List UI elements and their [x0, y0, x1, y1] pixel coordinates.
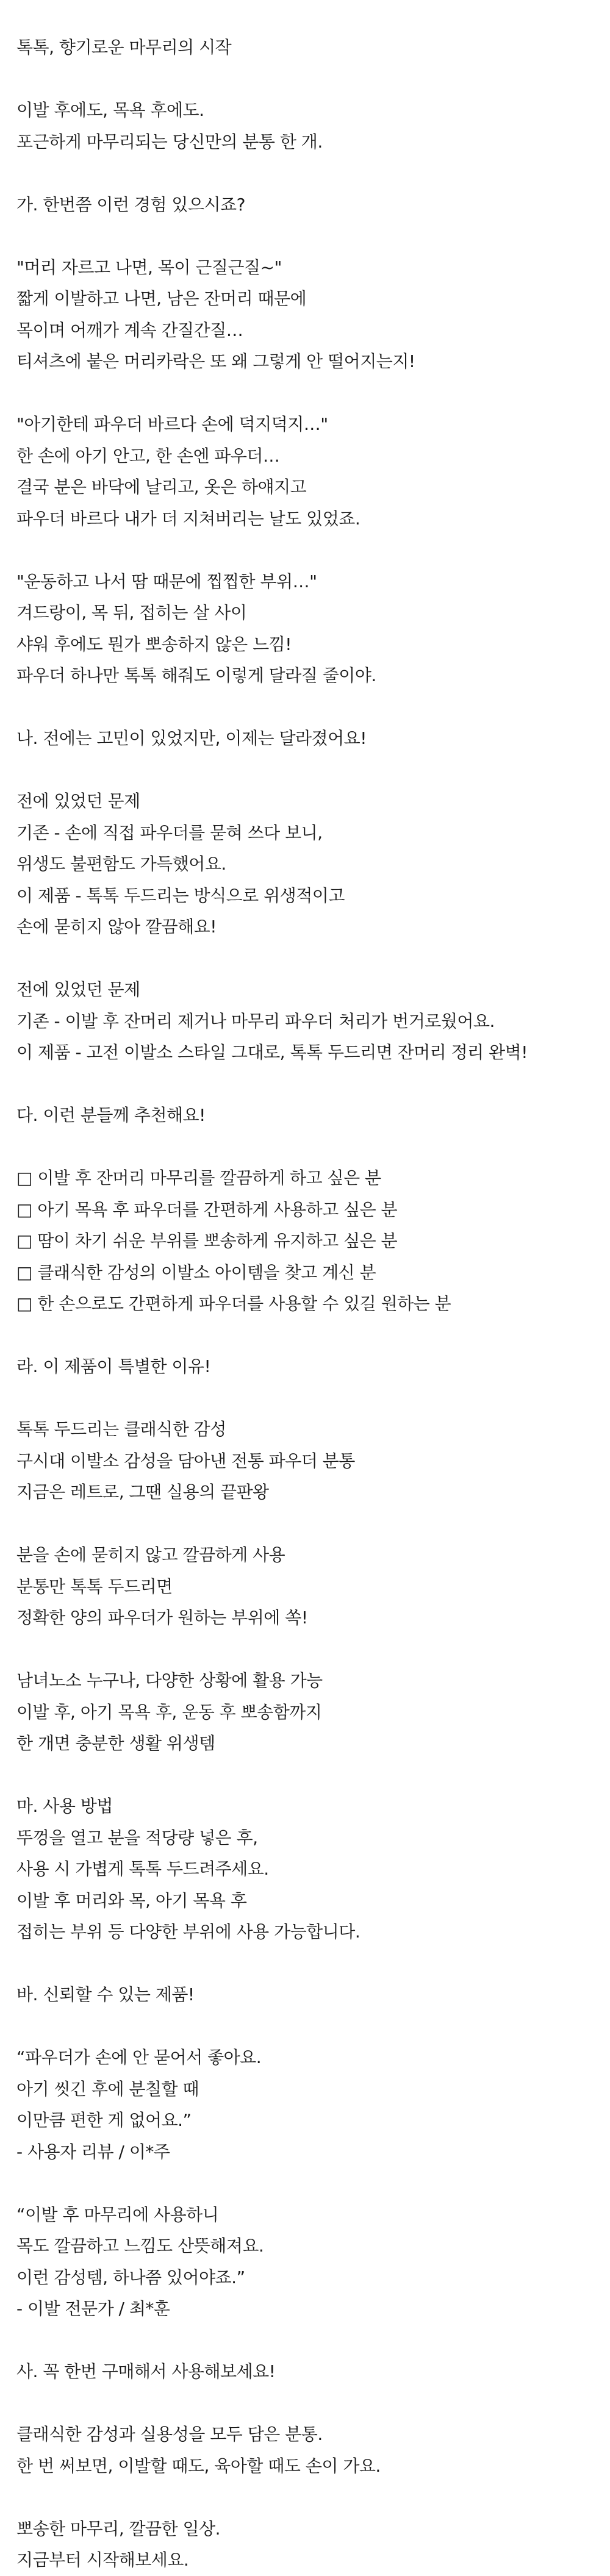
paragraph — [16, 2199, 610, 2325]
text-line: 이만큼 편한 게 없어요.” — [16, 2110, 192, 2130]
text-line: 포근하게 마무리되는 당신만의 분통 한 개. — [16, 131, 323, 152]
text-line: 라. 이 제품이 특별한 이유! — [16, 1356, 211, 1376]
paragraph — [16, 566, 610, 692]
text-line: 겨드랑이, 목 뒤, 접히는 살 사이 — [16, 603, 247, 623]
text-line: - 사용자 리뷰 / 이*주 — [16, 2141, 170, 2162]
text-line: 지금부터 시작해보세요. — [16, 2550, 189, 2570]
paragraph — [16, 1351, 610, 1383]
paragraph — [16, 974, 610, 1068]
text-line: 이 제품 - 고전 이발소 스타일 그대로, 톡톡 두드리면 잔머리 정리 완벽! — [16, 1042, 528, 1062]
text-line: 목이며 어깨가 계속 간질간질… — [16, 320, 243, 340]
text-line: 클래식한 감성과 실용성을 모두 담은 분통. — [16, 2424, 323, 2444]
text-line: 전에 있었던 문제 — [16, 979, 140, 1000]
text-line: 접히는 부위 등 다양한 부위에 사용 가능합니다. — [16, 1922, 361, 1942]
paragraph — [16, 1162, 610, 1320]
text-line: 사용 시 가볍게 톡톡 두드려주세요. — [16, 1859, 269, 1879]
paragraph — [16, 95, 610, 157]
text-line: “파우더가 손에 안 묻어서 좋아요. — [16, 2047, 262, 2067]
paragraph — [16, 2513, 610, 2576]
text-line: 샤워 후에도 뭔가 뽀송하지 않은 느낌! — [16, 634, 292, 654]
text-line: 뚜껑을 열고 분을 적당량 넣은 후, — [16, 1827, 258, 1848]
text-line: 이발 후에도, 목욕 후에도. — [16, 100, 204, 120]
paragraph — [16, 1979, 610, 2011]
paragraph — [16, 785, 610, 943]
text-line: 이발 후 머리와 목, 아기 목욕 후 — [16, 1890, 247, 1911]
text-line: 뽀송한 마무리, 깔끔한 일상. — [16, 2518, 221, 2539]
text-line: "아기한테 파우더 바르다 손에 덕지덕지…" — [16, 414, 328, 434]
text-line: 파우더 바르다 내가 더 지쳐버리는 날도 있었죠. — [16, 508, 361, 529]
text-line: 위생도 불편함도 가득했어요. — [16, 854, 226, 874]
text-line: - 이발 전문가 / 최*훈 — [16, 2299, 170, 2319]
text-line: 한 개면 충분한 생활 위생템 — [16, 1733, 215, 1753]
text-line: 구시대 이발소 감성을 담아낸 전통 파우더 분통 — [16, 1450, 355, 1471]
text-line: 사. 꼭 한번 구매해서 사용해보세요! — [16, 2361, 276, 2381]
paragraph — [16, 2419, 610, 2481]
text-line: □ 땀이 차기 쉬운 부위를 뽀송하게 유지하고 싶은 분 — [16, 1231, 398, 1251]
paragraph — [16, 1539, 610, 1634]
text-line: 바. 신뢰할 수 있는 제품! — [16, 1984, 195, 2005]
paragraph — [16, 252, 610, 377]
text-line: 이발 후, 아기 목욕 후, 운동 후 뽀송함까지 — [16, 1701, 322, 1722]
text-line: 목도 깔끔하고 느낌도 산뜻해져요. — [16, 2236, 264, 2256]
text-line: 정확한 양의 파우더가 원하는 부위에 쏙! — [16, 1608, 308, 1628]
text-line: 남녀노소 누구나, 다양한 상황에 활용 가능 — [16, 1670, 323, 1690]
text-line: 전에 있었던 문제 — [16, 791, 140, 811]
text-line: □ 한 손으로도 간편하게 파우더를 사용할 수 있길 원하는 분 — [16, 1293, 451, 1314]
paragraph — [16, 1665, 610, 1759]
text-line: 티셔츠에 붙은 머리카락은 또 왜 그렇게 안 떨어지는지! — [16, 351, 415, 371]
text-line: 나. 전에는 고민이 있었지만, 이제는 달라졌어요! — [16, 728, 367, 748]
paragraph — [16, 2356, 610, 2388]
text-line: 가. 한번쯤 이런 경험 있으시죠? — [16, 194, 245, 215]
text-line: 기존 - 이발 후 잔머리 제거나 마무리 파우더 처리가 번거로웠어요. — [16, 1011, 495, 1031]
paragraph — [16, 2042, 610, 2167]
text-line: □ 이발 후 잔머리 마무리를 깔끔하게 하고 싶은 분 — [16, 1168, 381, 1188]
text-line: 톡톡 두드리는 클래식한 감성 — [16, 1419, 226, 1439]
paragraph — [16, 1100, 610, 1131]
text-line: “이발 후 마무리에 사용하니 — [16, 2204, 219, 2225]
paragraph — [16, 409, 610, 534]
text-line: 파우더 하나만 톡톡 해줘도 이렇게 달라질 줄이야. — [16, 665, 376, 685]
paragraph — [16, 1414, 610, 1508]
text-line: 기존 - 손에 직접 파우더를 묻혀 쓰다 보니, — [16, 822, 323, 843]
text-line: 이런 감성템, 하나쯤 있어야죠.” — [16, 2267, 245, 2288]
text-line: 아기 씻긴 후에 분칠할 때 — [16, 2078, 199, 2099]
text-line: 한 번 써보면, 이발할 때도, 육아할 때도 손이 가요. — [16, 2455, 381, 2476]
text-line: "머리 자르고 나면, 목이 근질근질~" — [16, 257, 282, 277]
text-line: 결국 분은 바닥에 날리고, 옷은 하얘지고 — [16, 477, 307, 497]
text-line: 다. 이런 분들께 추천해요! — [16, 1105, 206, 1125]
text-line: □ 클래식한 감성의 이발소 아이템을 찾고 계신 분 — [16, 1262, 376, 1283]
text-line: 이 제품 - 톡톡 두드리는 방식으로 위생적이고 — [16, 885, 345, 906]
text-line: 분을 손에 묻히지 않고 깔끔하게 사용 — [16, 1545, 285, 1565]
text-line: 손에 묻히지 않아 깔끔해요! — [16, 917, 217, 937]
text-line: 한 손에 아기 안고, 한 손엔 파우더… — [16, 445, 280, 466]
text-line: 짧게 이발하고 나면, 남은 잔머리 때문에 — [16, 288, 307, 309]
paragraph — [16, 189, 610, 221]
text-line: 지금은 레트로, 그땐 실용의 끝판왕 — [16, 1482, 269, 1502]
paragraph — [16, 1791, 610, 1948]
text-line: 분통만 톡톡 두드리면 — [16, 1576, 173, 1597]
text-line: 마. 사용 방법 — [16, 1796, 113, 1816]
text-line: 톡톡, 향기로운 마무리의 시작 — [16, 37, 232, 57]
paragraph — [16, 723, 610, 754]
paragraph — [16, 32, 610, 63]
text-line: "운동하고 나서 땀 때문에 찝찝한 부위…" — [16, 571, 317, 592]
text-line: □ 아기 목욕 후 파우더를 간편하게 사용하고 싶은 분 — [16, 1199, 398, 1220]
